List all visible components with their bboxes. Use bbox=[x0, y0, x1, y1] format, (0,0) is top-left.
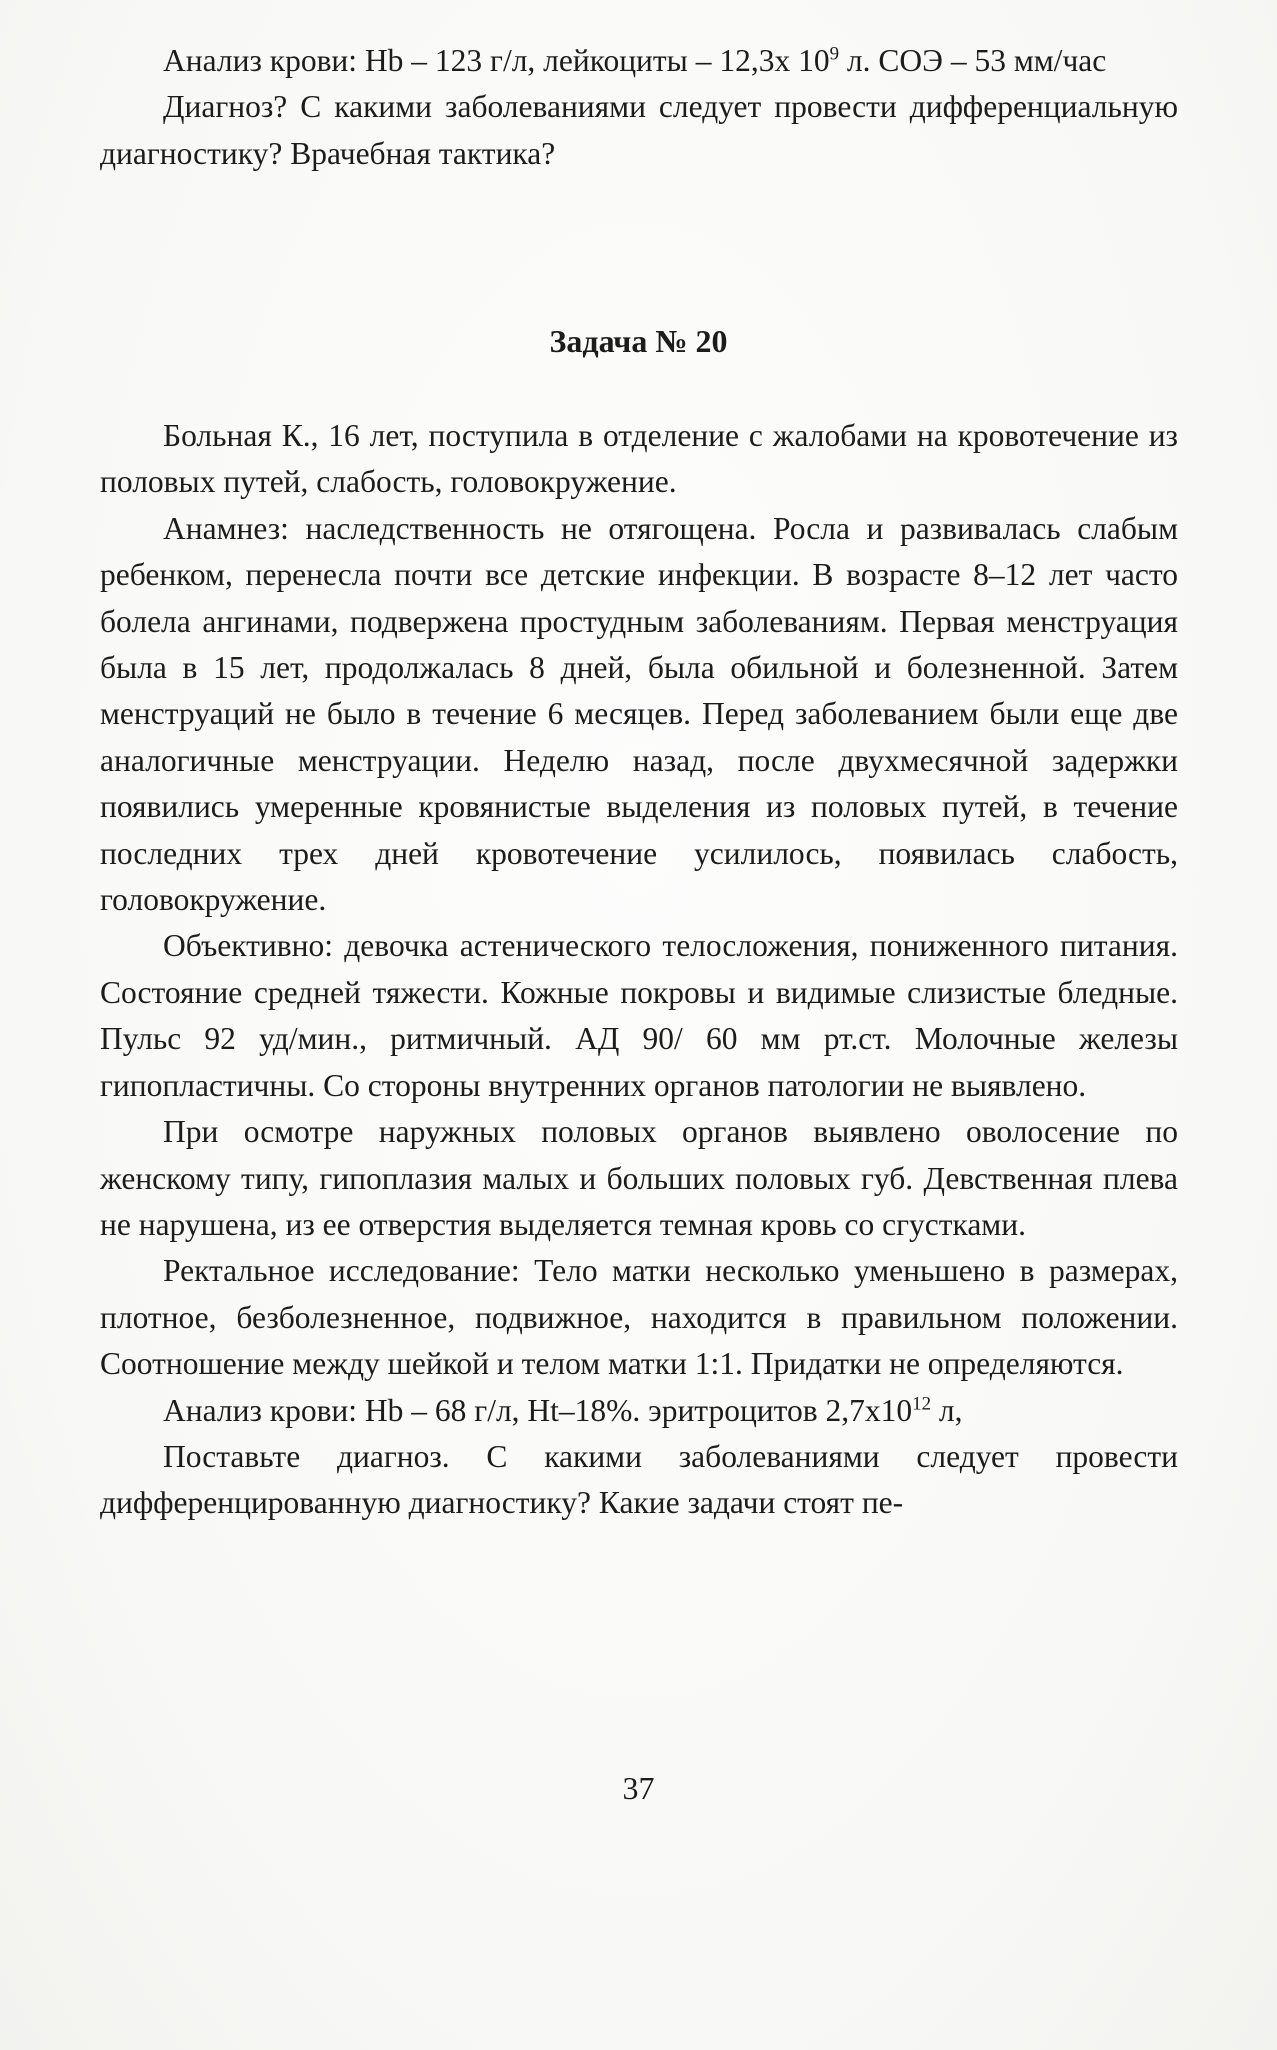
blood-analysis-text-end: л, bbox=[931, 1392, 963, 1428]
intro-blood-text-end: л. СОЭ – 53 мм/час bbox=[839, 43, 1107, 78]
anamnesis-paragraph: Анамнез: наследственность не отягощена. Росла и развивалась слабым ребенком, перенесла почти все детские инфекции. В возрасте 8–12 лет часто болела ангинами, подвержена простудным заболеваниям. Первая менструация была в 15 лет, продолжалась 8 дней, была обильной и болезненной. Затем менструаций не было в течение 6 месяцев. Перед заболеванием были еще две аналогичные менструации. Неделю назад, после двухмесячной задержки появились умеренные кровянистые выделения из половых путей, в течение последних трех дней кровотечение усилилось, появилась слабость, головокружение. bbox=[100, 510, 1178, 918]
intro-block bbox=[100, 38, 1178, 177]
blood-analysis-exponent: 12 bbox=[912, 1393, 932, 1415]
blood-analysis-paragraph bbox=[100, 1388, 1178, 1434]
task-body bbox=[100, 413, 1178, 1527]
blood-analysis-text: Анализ крови: Hb – 68 г/л, Ht–18%. эритроцитов 2,7х10 bbox=[163, 1392, 913, 1428]
page-number: 37 bbox=[622, 1770, 655, 1806]
question-paragraph: Поставьте диагноз. С какими заболеваниями следует провести дифференцированную диагностику? Какие задачи стоят пе- bbox=[100, 1438, 1178, 1521]
task-title: Задача № 20 bbox=[549, 323, 728, 359]
external-exam-paragraph: При осмотре наружных половых органов выявлено оволосение по женскому типу, гипоплазия малых и больших половых губ. Девственная плева не нарушена, из ее отверстия выделяется темная кровь со сгустками. bbox=[100, 1114, 1178, 1242]
complaints-paragraph: Больная К., 16 лет, поступила в отделение с жалобами на кровотечение из половых путей, слабость, головокружение. bbox=[100, 418, 1178, 500]
intro-blood-analysis bbox=[100, 38, 1178, 84]
objective-paragraph: Объективно: девочка астенического телосложения, пониженного питания. Состояние средней тяжести. Кожные покровы и видимые слизистые бледные. Пульс 92 уд/мин., ритмичный. АД 90/ 60 мм рт.ст. Молочные железы гипопластичны. Со стороны внутренних органов патологии не выявлено. bbox=[100, 928, 1178, 1103]
intro-blood-exponent: 9 bbox=[829, 43, 840, 65]
rectal-exam-paragraph: Ректальное исследование: Тело матки несколько уменьшено в размерах, плотное, безболезненное, подвижное, находится в правильном положении. Соотношение между шейкой и телом матки 1:1. Придатки не определяются. bbox=[100, 1253, 1178, 1382]
intro-blood-text: Анализ крови: Hb – 123 г/л, лейкоциты – 12,3х 10 bbox=[163, 43, 830, 78]
intro-question: Диагноз? С какими заболеваниями следует провести дифференциальную диагностику? Врачебная тактика? bbox=[100, 89, 1178, 171]
